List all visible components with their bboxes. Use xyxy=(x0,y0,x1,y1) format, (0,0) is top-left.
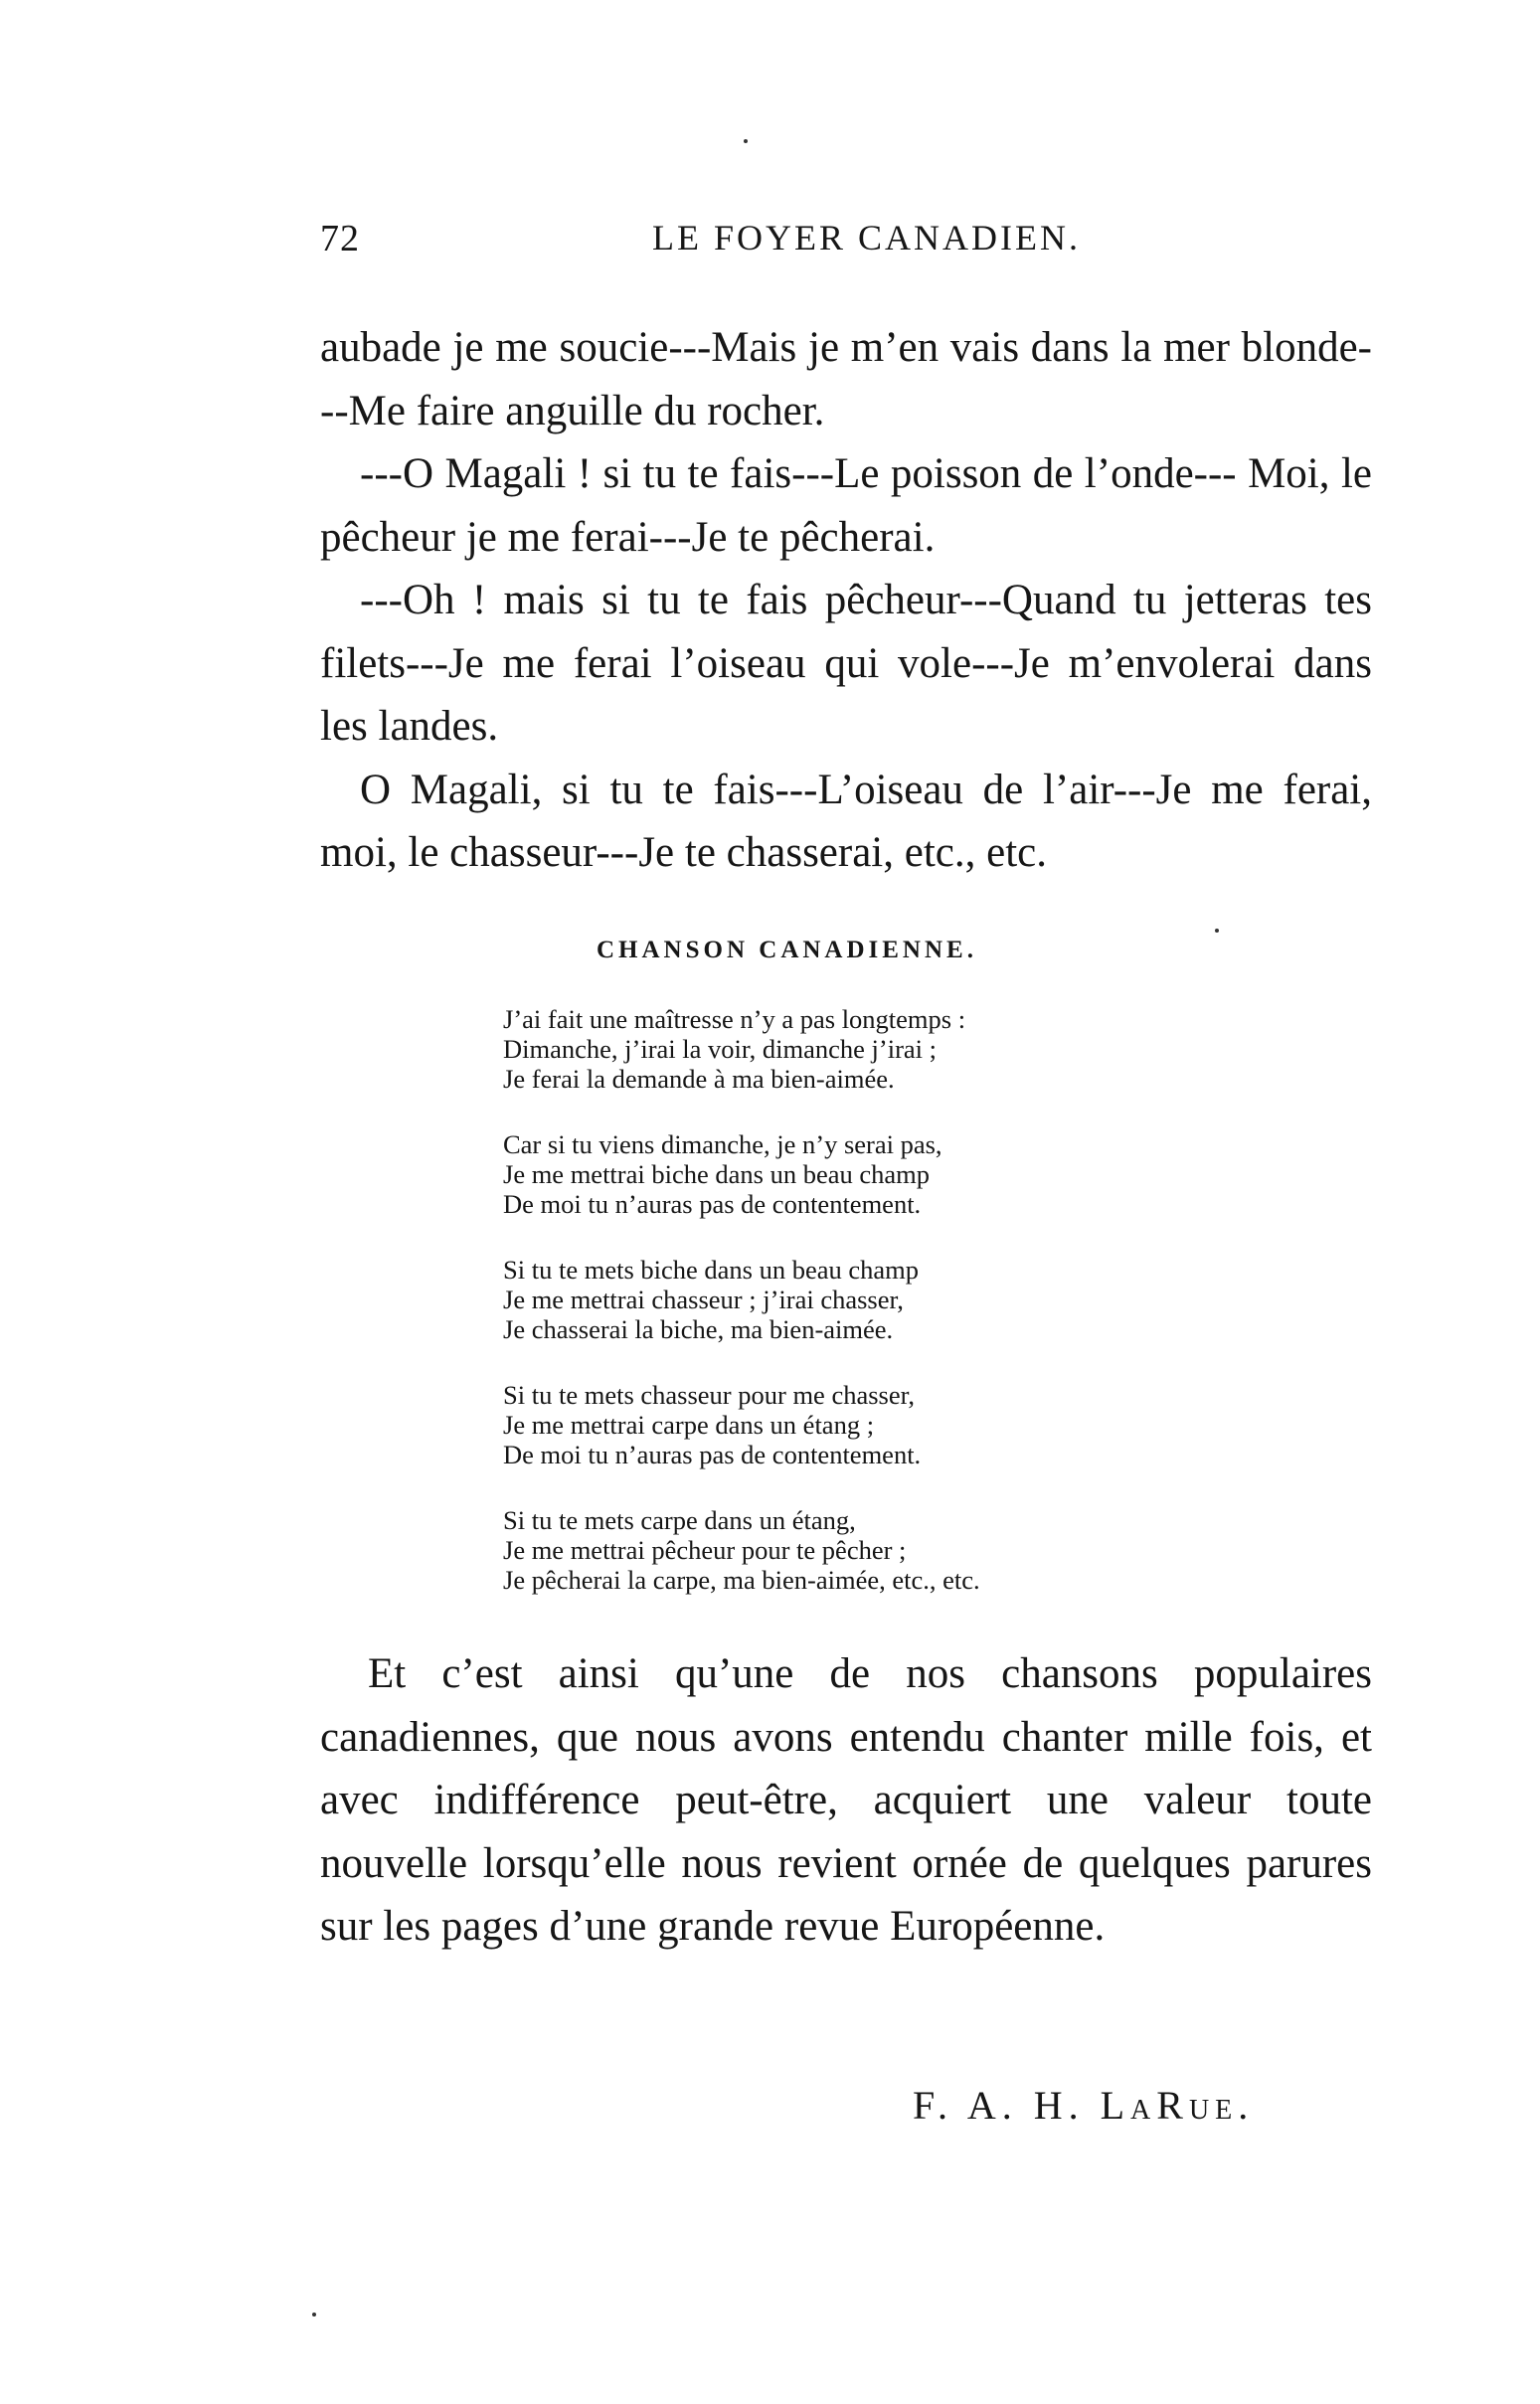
intro-paragraph: O Magali, si tu te fais---L’oiseau de l’air---Je me ferai, moi, le chasseur---Je te chasserai, etc., etc. xyxy=(320,766,1372,876)
page-header xyxy=(320,217,1374,276)
paper-speck xyxy=(312,2313,316,2317)
song-stanza xyxy=(503,1380,1219,1469)
intro-paragraph: ---Oh ! mais si tu te fais pêcheur---Quand tu jetteras tes filets---Je me ferai l’oiseau qui vole---Je m’envolerai dans les landes. xyxy=(320,577,1372,750)
song-verse: Je chasserai la biche, ma bien-aimée. xyxy=(503,1314,894,1344)
song-verse: Je me mettrai pêcheur pour te pêcher ; xyxy=(503,1535,907,1565)
song-stanza xyxy=(503,1505,1219,1595)
song-verse: De moi tu n’auras pas de contentement. xyxy=(503,1189,922,1219)
song-verse: Je pêcherai la carpe, ma bien-aimée, etc., etc. xyxy=(503,1565,980,1595)
closing-paragraph: Et c’est ainsi qu’une de nos chansons populaires canadiennes, que nous avons entendu chanter mille fois, et avec indifférence peut-être, acquiert une valeur toute nouvelle lorsqu’elle nous revient ornée de quelques parures sur les pages d’une grande revue Européenne. xyxy=(320,1650,1372,1950)
song-stanza xyxy=(503,1129,1219,1219)
author-signature: F. A. H. LaRue. xyxy=(913,2083,1255,2128)
song-verse: Si tu te mets carpe dans un étang, xyxy=(503,1505,856,1535)
song-title: CHANSON CANADIENNE. xyxy=(597,937,977,963)
song-verse: J’ai fait une maîtresse n’y a pas longtemps : xyxy=(503,1004,966,1034)
song-verse: Dimanche, j’irai la voir, dimanche j’irai ; xyxy=(503,1034,938,1064)
song-verse: Car si tu viens dimanche, je n’y serai pas, xyxy=(503,1129,942,1159)
paper-speck xyxy=(1215,929,1219,933)
page-number: 72 xyxy=(320,218,360,259)
intro-paragraph: ---O Magali ! si tu te fais---Le poisson de l’onde--- Moi, le pêcheur je me ferai---Je te pêcherai. xyxy=(320,450,1372,561)
closing-text xyxy=(320,1642,1372,1959)
song-stanza xyxy=(503,1004,1219,1094)
song-verse: Je me mettrai chasseur ; j’irai chasser, xyxy=(503,1285,904,1314)
running-head: LE FOYER CANADIEN. xyxy=(652,218,1081,258)
song-verse: De moi tu n’auras pas de contentement. xyxy=(503,1440,922,1469)
intro-paragraph: aubade je me soucie---Mais je m’en vais dans la mer blonde---Me faire anguille du rocher. xyxy=(320,324,1372,434)
song-verse: Je me mettrai biche dans un beau champ xyxy=(503,1159,930,1189)
intro-text xyxy=(320,316,1372,885)
song-verse: Si tu te mets biche dans un beau champ xyxy=(503,1255,920,1285)
paper-speck xyxy=(744,139,748,143)
song-verse: Je ferai la demande à ma bien-aimée. xyxy=(503,1064,895,1094)
song-verse: Si tu te mets chasseur pour me chasser, xyxy=(503,1380,915,1410)
song-verse: Je me mettrai carpe dans un étang ; xyxy=(503,1410,875,1440)
song-lyrics xyxy=(503,1004,1219,1631)
song-stanza xyxy=(503,1255,1219,1344)
